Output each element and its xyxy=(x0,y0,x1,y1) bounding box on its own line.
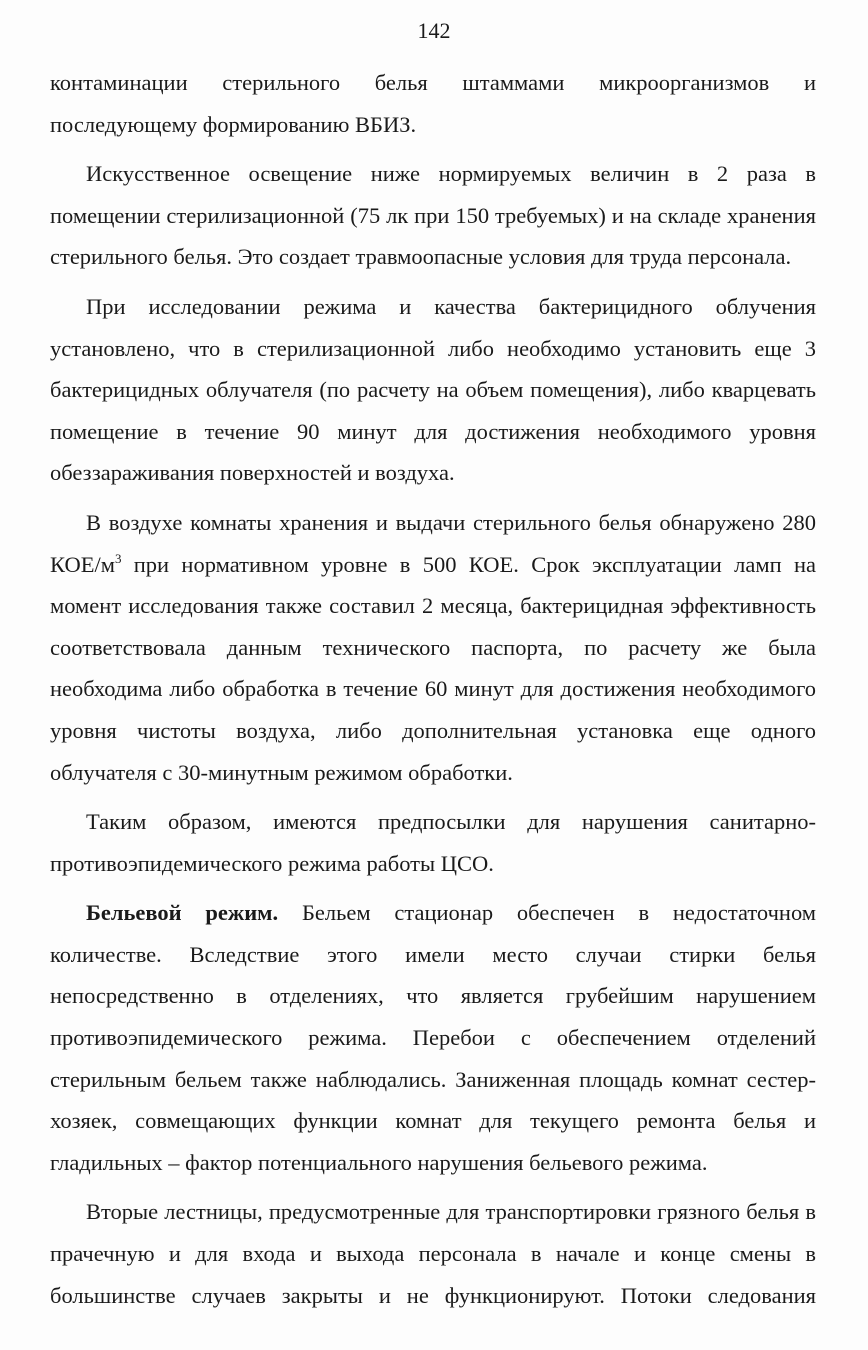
paragraph-air-text-before: В воздухе комнаты хранения и выдачи стерильного белья обнаружено 280 КОЕ/м xyxy=(50,509,816,577)
linen-regime-text: Бельем стационар обеспечен в недостаточном количестве. Вследствие этого имели место случаи стирки белья непосредственно в отделениях, что является грубейшим нарушением противоэпидемического режима. Перебои с обеспечением отделений стерильным бельем также наблюдались. Заниженная площадь комнат сестер-хозяек, совмещающих функции комнат для текущего ремонта белья и гладильных – фактор потенциального нарушения бельевого режима. xyxy=(50,900,817,1175)
paragraph-continuation: контаминации стерильного белья штаммами микроорганизмов и последующему формированию ВБИЗ. xyxy=(50,70,816,137)
paragraph-air-storage-room xyxy=(50,502,816,793)
superscript-cubic: 3 xyxy=(114,550,122,566)
paragraph-air-text-after: при нормативном уровне в 500 КОЕ. Срок эксплуатации ламп на момент исследования также составил 2 месяца, бактерицидная эффективность соответствовала данным технического паспорта, по расчету же была необходима либо обработка в течение 60 минут для достижения необходимого уровня чистоты воздуха, либо дополнительная установка еще одного облучателя с 30-минутным режимом обработки. xyxy=(50,551,816,785)
page-number: 142 xyxy=(417,18,451,43)
paragraph-linen-regime xyxy=(50,892,816,1183)
paragraph-bactericidal-irradiation: При исследовании режима и качества бактерицидного облучения установлено, что в стерилизационной либо необходимо установить еще 3 бактерицидных облучателя (по расчету на объем помещения), либо кварцевать помещение в течение 90 минут для достижения необходимого уровня обеззараживания поверхностей и воздуха. xyxy=(50,293,816,486)
body-text xyxy=(50,62,816,1316)
paragraph-lighting: Искусственное освещение ниже нормируемых величин в 2 раза в помещении стерилизационной (75 лк при 150 требуемых) и на складе хранения стерильного белья. Это создает травмоопасные условия для труда персонала. xyxy=(50,161,816,270)
paragraph-second-stairs: Вторые лестницы, предусмотренные для транспортировки грязного белья в прачечную и для входа и выхода персонала в начале и конце смены в большинстве случаев закрыты и не функционируют. Потоки следования xyxy=(50,1199,816,1308)
paragraph-conclusion: Таким образом, имеются предпосылки для нарушения санитарно-противоэпидемического режима работы ЦСО. xyxy=(50,809,816,876)
linen-regime-heading: Бельевой режим. xyxy=(86,900,279,926)
